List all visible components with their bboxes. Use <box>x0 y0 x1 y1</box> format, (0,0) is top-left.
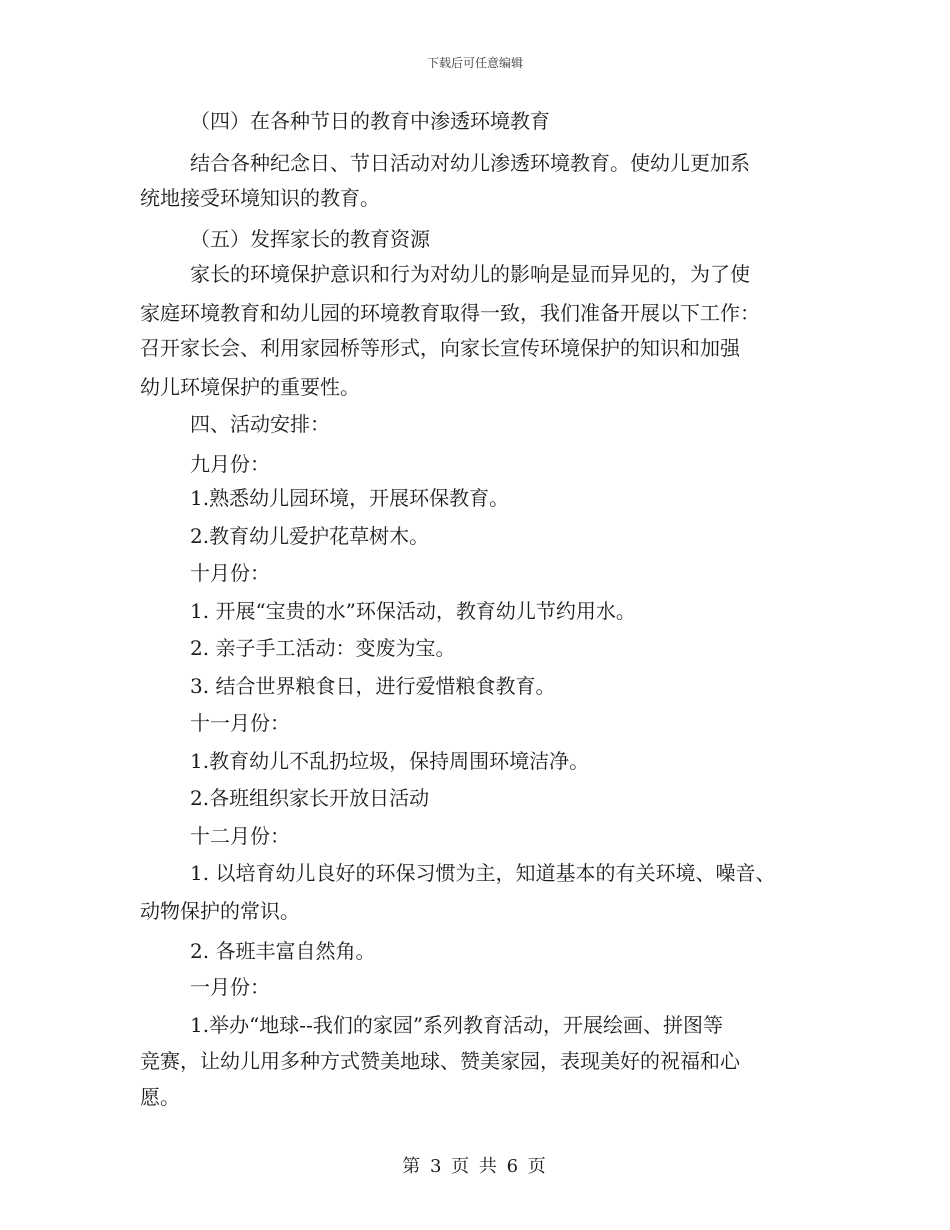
header-note: 下载后可任意编辑 <box>426 56 523 70</box>
text-line: 2.教育幼儿爱护花草树木。 <box>190 524 430 548</box>
text-line: 2. 亲子手工活动：变废为宝。 <box>190 636 456 660</box>
text-line: 竞赛，让幼儿用多种方式赞美地球、赞美家园，表现美好的祝福和心 <box>140 1049 740 1073</box>
text-line: 1.教育幼儿不乱扔垃圾，保持周围环境洁净。 <box>190 749 590 773</box>
text-line: 十月份： <box>190 561 270 585</box>
text-line: 家庭环境教育和幼儿园的环境教育取得一致，我们准备开展以下工作： <box>140 301 760 325</box>
text-line: 九月份： <box>190 452 270 476</box>
text-line: 1.举办“地球--我们的家园”系列教育活动，开展绘画、拼图等 <box>190 1013 724 1037</box>
text-line: 统地接受环境知识的教育。 <box>140 186 380 210</box>
text-line: （五）发挥家长的教育资源 <box>190 227 430 251</box>
text-line: 结合各种纪念日、节日活动对幼儿渗透环境教育。使幼儿更加系 <box>190 151 750 175</box>
text-line: 1. 开展“宝贵的水”环保活动，教育幼儿节约用水。 <box>190 599 636 623</box>
text-line: 十一月份： <box>190 711 290 735</box>
text-line: 动物保护的常识。 <box>140 899 300 923</box>
text-line: 1.熟悉幼儿园环境，开展环保教育。 <box>190 486 510 510</box>
text-line: 愿。 <box>140 1085 180 1109</box>
text-line: 召开家长会、利用家园桥等形式，向家长宣传环境保护的知识和加强 <box>140 336 740 360</box>
text-line: 一月份： <box>190 975 270 999</box>
text-line: 2.各班组织家长开放日活动 <box>190 786 430 810</box>
text-line: 十二月份： <box>190 824 290 848</box>
text-line: 家长的环境保护意识和行为对幼儿的影响是显而异见的，为了使 <box>190 262 750 286</box>
text-line: 3. 结合世界粮食日，进行爱惜粮食教育。 <box>190 674 556 698</box>
text-line: 四、活动安排： <box>190 412 330 436</box>
text-line: （四）在各种节日的教育中渗透环境教育 <box>190 109 550 133</box>
text-line: 2. 各班丰富自然角。 <box>190 939 376 963</box>
text-line: 幼儿环境保护的重要性。 <box>140 375 360 399</box>
page-footer: 第 3 页 共 6 页 <box>402 1156 548 1177</box>
text-line: 1. 以培育幼儿良好的环保习惯为主，知道基本的有关环境、噪音、 <box>190 861 776 885</box>
